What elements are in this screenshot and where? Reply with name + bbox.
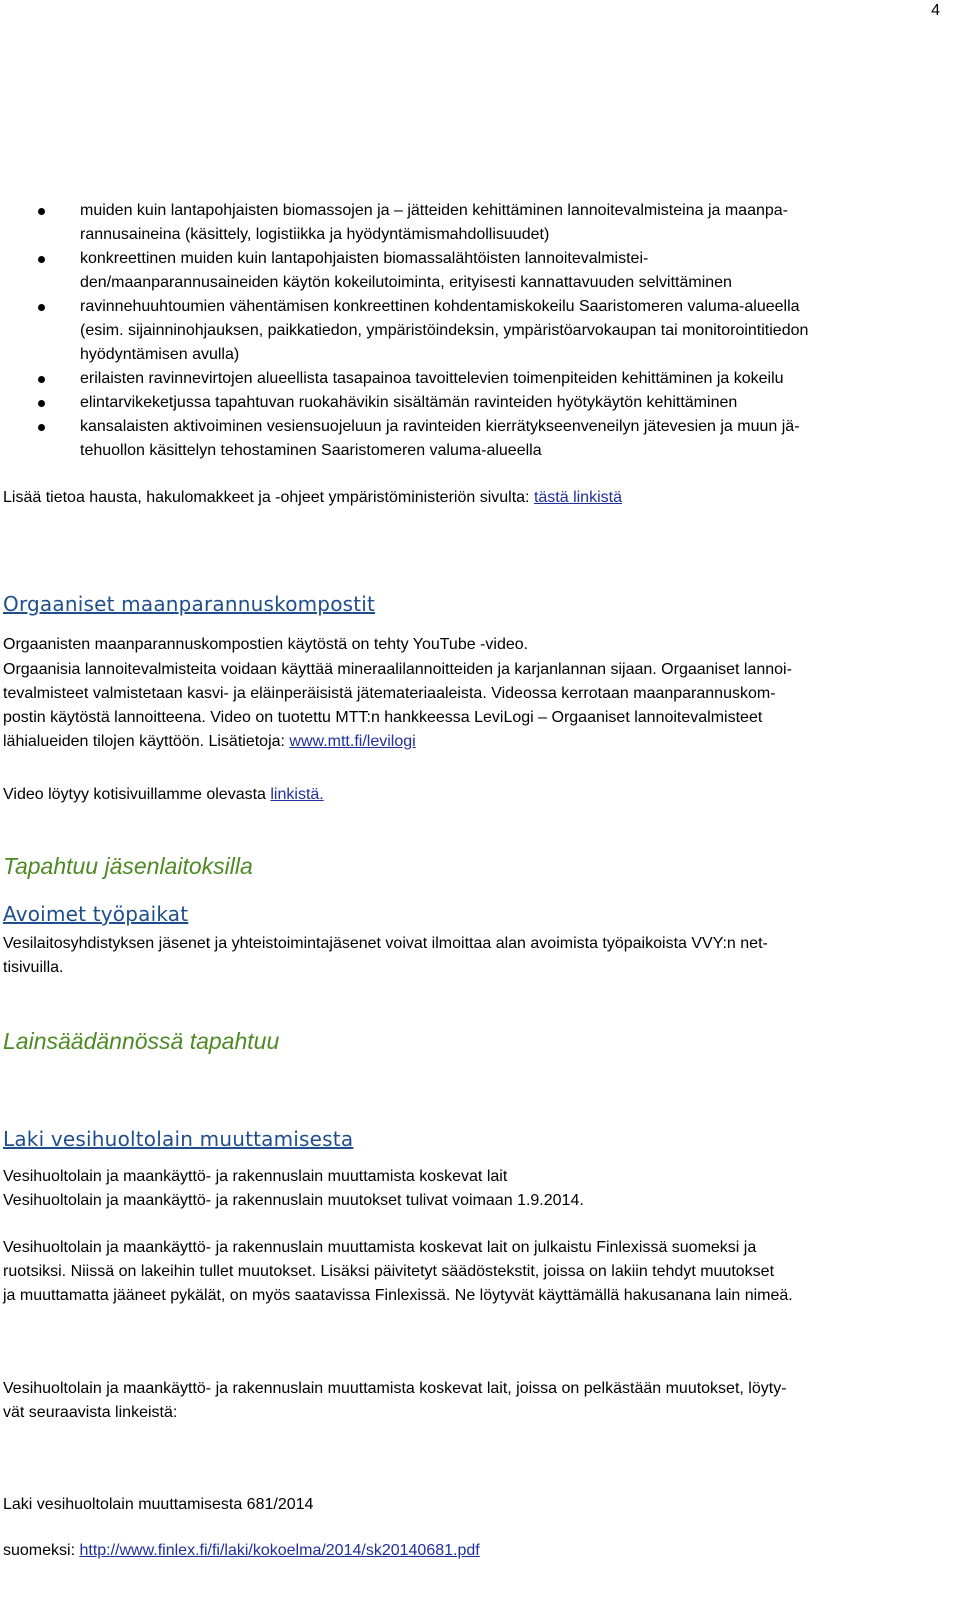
jobs-paragraph [3,932,768,980]
list-item-line: kansalaisten aktivoiminen vesiensuojeluun ja ravinteiden kierrätykseenveneilyn jätevesien ja muun jä- [80,418,800,435]
paragraph-line: Vesilaitosyhdistyksen jäsenet ja yhteistoimintajäsenet voivat ilmoittaa alan avoimista työpaikoista VVY:n net- [3,935,768,952]
video-text: Video löytyy kotisivuillamme olevasta [3,786,271,803]
list-item-line: konkreettinen muiden kuin lantapohjaisten biomassalähtöisten lannoitevalmistei- [80,250,649,267]
page-number: 4 [931,2,940,19]
paragraph-line: Orgaanisia lannoitevalmisteita voidaan käyttää mineraalilannoitteiden ja karjanlannan sijaan. Orgaaniset lannoi- [3,661,792,678]
heading-compost: Orgaaniset maanparannuskompostit [3,592,376,616]
list-item-line: erilaisten ravinnevirtojen alueellista tasapainoa tavoittelevien toimenpiteiden kehittäminen ja kokeilu [80,370,784,387]
list-item [38,367,938,391]
video-link[interactable]: linkistä. [270,786,324,803]
list-item [38,391,938,415]
list-item-line: (esim. sijainninohjauksen, paikkatiedon, ympäristöindeksin, ympäristöarvokaupan tai monitorointitiedon [80,322,809,339]
list-item-line: den/maanparannusaineiden käytön kokeilutoiminta, erityisesti kannattavuuden selvittäminen [80,274,732,291]
heading-members: Tapahtuu jäsenlaitoksilla [3,853,253,879]
list-item [38,295,938,367]
paragraph-line: Vesihuoltolain ja maankäyttö- ja rakennuslain muuttamista koskevat lait [3,1168,508,1185]
bullet-list [38,199,938,463]
finnish-label: suomeksi: [3,1542,80,1559]
list-item-line: ravinnehuuhtoumien vähentämisen konkreettinen kohdentamiskokeilu Saaristomeren valuma-alueella [80,298,800,315]
paragraph-text: lähialueiden tilojen käyttöön. Lisätietoja: [3,733,290,750]
water-law-intro [3,1165,584,1213]
list-item-line: elintarvikeketjussa tapahtuvan ruokahävikin sisältämän ravinteiden hyötykäytön kehittäminen [80,394,738,411]
video-line [3,783,324,807]
list-item [38,199,938,247]
list-item-line: muiden kuin lantapohjaisten biomassojen ja – jätteiden kehittäminen lannoitevalmisteina ja maanpa- [80,202,788,219]
more-info-text: Lisää tietoa hausta, hakulomakkeet ja -ohjeet ympäristöministeriön sivulta: [3,489,534,506]
heading-jobs: Avoimet työpaikat [3,902,189,926]
paragraph-line: tisivuilla. [3,959,64,976]
paragraph-line: ruotsiksi. Niissä on lakeihin tullet muutokset. Lisäksi päivitetyt säädöstekstit, joissa on lakiin tehdyt muutokset [3,1263,775,1280]
paragraph-line: tevalmisteet valmistetaan kasvi- ja eläinperäisistä jätemateriaaleista. Videossa kerrotaan maanparannuskom- [3,685,776,702]
more-info-link[interactable]: tästä linkistä [533,489,622,506]
paragraph-line: Vesihuoltolain ja maankäyttö- ja rakennuslain muuttamista koskevat lait on julkaistu Finlexissä suomeksi ja [3,1239,757,1256]
paragraph-line: Vesihuoltolain ja maankäyttö- ja rakennuslain muutokset tulivat voimaan 1.9.2014. [3,1192,584,1209]
law-title: Laki vesihuoltolain muuttamisesta 681/2014 [3,1496,314,1513]
finnish-link-line [3,1539,480,1563]
heading-law: Lainsäädännössä tapahtuu [3,1028,280,1054]
paragraph-line [3,730,792,754]
more-info-line [3,486,622,510]
paragraph-line: ja muuttamatta jääneet pykälät, on myös saatavissa Finlexissä. Ne löytyvät käyttämällä hakusanana lain nimeä. [3,1287,793,1304]
list-item [38,415,938,463]
paragraph-line: vät seuraavista linkeistä: [3,1404,178,1421]
heading-water-law: Laki vesihuoltolain muuttamisesta [3,1127,354,1151]
list-item-line: hyödyntämisen avulla) [80,346,240,363]
list-item-line: tehuollon käsittelyn tehostaminen Saaristomeren valuma-alueella [80,442,542,459]
levilogi-link[interactable]: www.mtt.fi/levilogi [289,733,416,750]
compost-intro: Orgaanisten maanparannuskompostien käytöstä on tehty YouTube -video. [3,636,529,653]
paragraph-line: Vesihuoltolain ja maankäyttö- ja rakennuslain muuttamista koskevat lait, joissa on pelkästään muutokset, löyty- [3,1380,787,1397]
list-item-line: rannusaineina (käsittely, logistiikka ja hyödyntämismahdollisuudet) [80,226,550,243]
compost-paragraph [3,658,792,754]
paragraph-line: postin käytöstä lannoitteena. Video on tuotettu MTT:n hankkeessa LeviLogi – Orgaaniset lannoitevalmisteet [3,709,763,726]
list-item [38,247,938,295]
water-law-paragraph [3,1236,793,1308]
water-law-links-intro [3,1377,787,1425]
finlex-link[interactable]: http://www.finlex.fi/fi/laki/kokoelma/2014/sk20140681.pdf [79,1542,480,1559]
